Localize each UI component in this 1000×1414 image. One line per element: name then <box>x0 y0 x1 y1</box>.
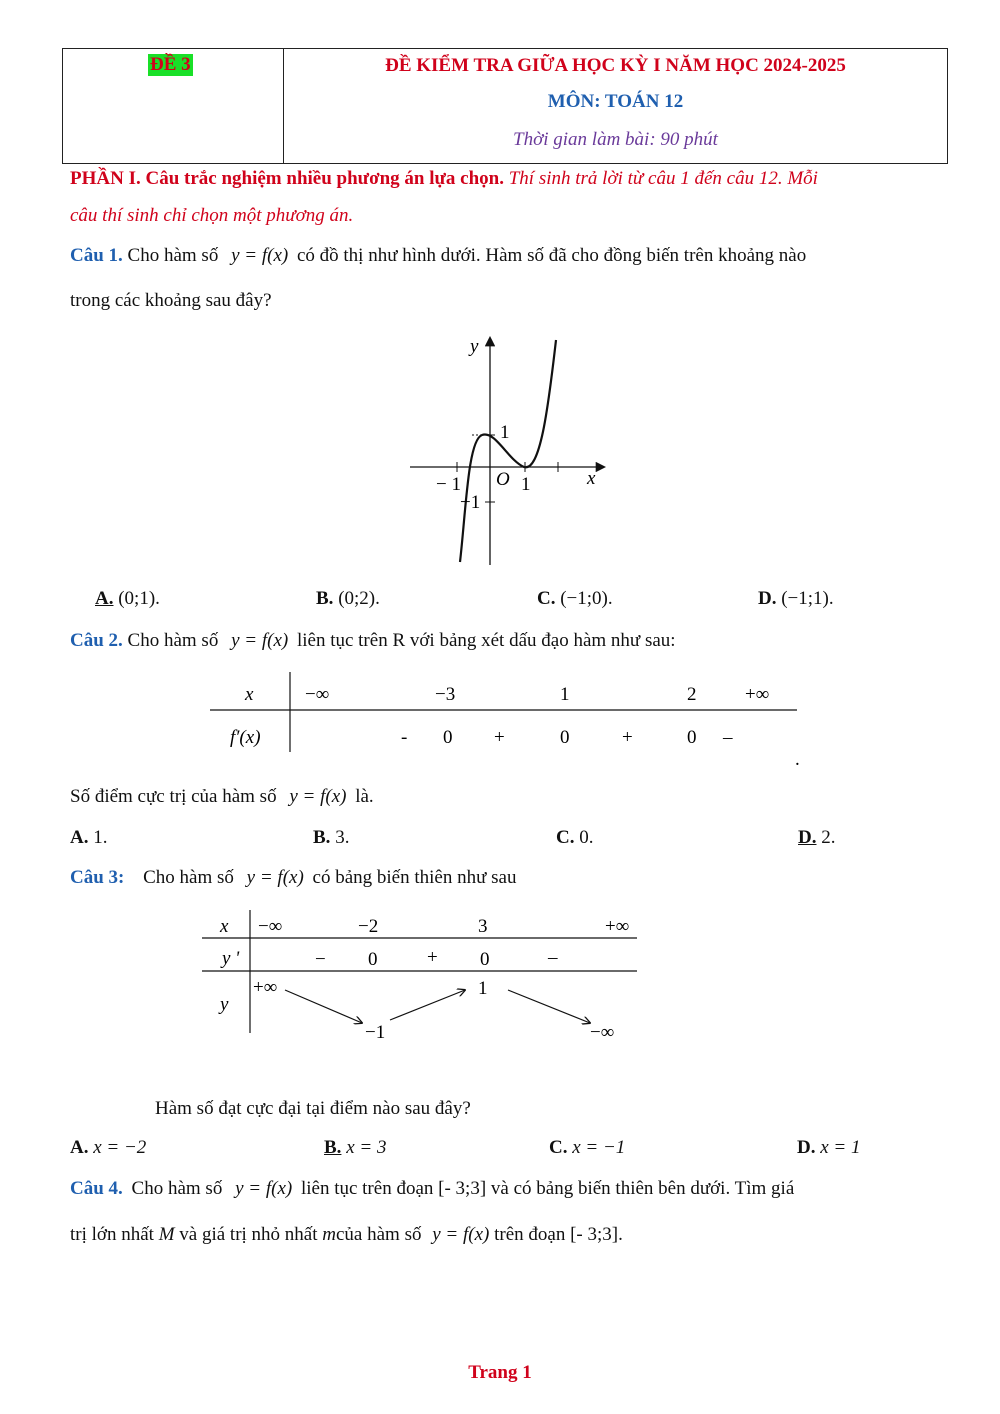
q2-question-func: y = f(x) <box>289 786 347 807</box>
q2-x-1: −3 <box>435 684 456 705</box>
q4-line2-b: và giá trị nhỏ nhất <box>179 1224 318 1245</box>
graph-origin-label: O <box>496 469 510 490</box>
q3-sign-2: + <box>427 947 438 968</box>
q2-option-a[interactable] <box>70 827 107 849</box>
q4-text-b: liên tục trên đoạn <box>300 1178 434 1199</box>
q2-sign-4: + <box>622 727 633 748</box>
q2-sign-1: 0 <box>443 727 453 748</box>
q1-option-a[interactable] <box>95 588 160 610</box>
graph-y-label: y <box>470 336 479 357</box>
q1-option-b-letter: B. <box>316 588 334 609</box>
q3-option-c-letter: C. <box>549 1137 568 1158</box>
q2-sign-table <box>205 670 805 770</box>
q3-y-3: −∞ <box>590 1022 615 1043</box>
q2-sign-0: - <box>401 727 408 748</box>
q2-line1 <box>70 630 676 652</box>
q2-sign-3: 0 <box>560 727 570 748</box>
header-box <box>62 48 948 164</box>
q3-option-b-letter: B. <box>324 1137 342 1158</box>
q1-option-d-value: (−1;1). <box>781 588 834 609</box>
q2-option-d-letter: D. <box>798 827 817 848</box>
q2-x-0: −∞ <box>305 684 330 705</box>
q3-option-a-value: x = −2 <box>93 1137 147 1158</box>
q3-x-2: 3 <box>478 916 488 937</box>
q2-option-b[interactable] <box>313 827 349 849</box>
q1-line2: trong các khoảng sau đây? <box>70 290 272 311</box>
graph-tick-x-1: 1 <box>521 474 531 495</box>
q2-sign-5: 0 <box>687 727 697 748</box>
q3-option-d-letter: D. <box>797 1137 816 1158</box>
q3-x-3: +∞ <box>605 916 630 937</box>
graph-x-label: x <box>587 468 596 489</box>
q1-option-a-letter: A. <box>95 588 114 609</box>
q4-line2-d: trên đoạn <box>494 1224 566 1245</box>
q2-sign-2: + <box>494 727 505 748</box>
q1-option-b-value: (0;2). <box>338 588 380 609</box>
q2-text-a: Cho hàm số <box>127 630 219 651</box>
graph-tick-y-minus1: −1 <box>460 492 481 513</box>
q3-label: Câu 3: <box>70 867 125 888</box>
q2-option-b-value: 3. <box>335 827 350 848</box>
q2-label: Câu 2. <box>70 630 123 651</box>
q1-option-c-value: (−1;0). <box>560 588 613 609</box>
q1-label: Câu 1. <box>70 245 123 266</box>
q4-line1 <box>70 1178 794 1200</box>
q1-option-d[interactable] <box>758 588 834 610</box>
q1-option-d-letter: D. <box>758 588 777 609</box>
q3-head-x: x <box>220 916 229 937</box>
q2-question <box>70 786 374 808</box>
q1-text-b: có đồ thị như hình dưới. Hàm số đã cho đồng biến trên khoảng nào <box>296 245 807 266</box>
q3-line1 <box>70 867 516 889</box>
q3-option-a-letter: A. <box>70 1137 89 1158</box>
q3-func: y = f(x) <box>246 867 304 888</box>
q2-option-d-value: 2. <box>821 827 836 848</box>
q3-option-d-value: x = 1 <box>820 1137 861 1158</box>
q3-text-a: Cho hàm số <box>143 867 234 888</box>
q2-sign-6: – <box>723 727 733 748</box>
q2-trailing-dot: . <box>795 749 800 770</box>
q3-head-y: y <box>220 994 229 1015</box>
q1-option-c-letter: C. <box>537 588 556 609</box>
q1-option-c[interactable] <box>537 588 613 610</box>
q3-option-c[interactable] <box>549 1137 625 1159</box>
q2-x-3: 2 <box>687 684 697 705</box>
q4-line2 <box>70 1224 623 1246</box>
q1-option-b[interactable] <box>316 588 380 610</box>
q1-func: y = f(x) <box>231 245 289 266</box>
part1-heading <box>70 168 818 190</box>
exam-subject: MÔN: TOÁN 12 <box>547 91 684 112</box>
q3-question: Hàm số đạt cực đại tại điểm nào sau đây? <box>155 1098 471 1119</box>
graph-tick-y-1: 1 <box>500 422 510 443</box>
q2-x-4: +∞ <box>745 684 770 705</box>
q3-option-b-value: x = 3 <box>346 1137 387 1158</box>
q2-option-a-letter: A. <box>70 827 89 848</box>
q4-var-m: m <box>322 1224 336 1245</box>
q3-x-0: −∞ <box>258 916 283 937</box>
q2-func: y = f(x) <box>231 630 289 651</box>
q3-sign-4: – <box>548 947 558 968</box>
q4-interval2: [- 3;3] <box>570 1224 619 1245</box>
q4-var-M: M <box>158 1224 175 1245</box>
q3-variation-table <box>200 908 645 1053</box>
part1-instruction-2: câu thí sinh chỉ chọn một phương án. <box>70 205 354 226</box>
q3-x-1: −2 <box>358 916 379 937</box>
q4-text-c: và có bảng biến thiên bên dưới. Tìm giá <box>490 1178 795 1199</box>
function-curve <box>460 340 556 562</box>
q4-interval: [- 3;3] <box>438 1178 487 1199</box>
q3-text-b: có bảng biến thiên như sau <box>312 867 517 888</box>
part1-title: PHẦN I. Câu trắc nghiệm nhiều phương án lựa chọn. <box>70 168 504 189</box>
q3-sign-0: − <box>315 949 326 970</box>
q3-head-yprime: y ' <box>222 948 240 969</box>
q3-y-1: −1 <box>365 1022 386 1043</box>
q3-option-c-value: x = −1 <box>572 1137 626 1158</box>
q3-sign-1: 0 <box>368 949 378 970</box>
q2-option-b-letter: B. <box>313 827 331 848</box>
exam-time: Thời gian làm bài: 90 phút <box>513 129 718 150</box>
q3-sign-3: 0 <box>480 949 490 970</box>
q3-arrow-down-2 <box>508 990 590 1023</box>
q1-line1 <box>70 245 806 267</box>
q1-option-a-value: (0;1). <box>118 588 160 609</box>
q3-y-0: +∞ <box>253 977 278 998</box>
q4-text-a: Cho hàm số <box>131 1178 223 1199</box>
q1-text-a: Cho hàm số <box>127 245 219 266</box>
q4-line2-c: của hàm số <box>336 1224 422 1245</box>
q2-option-a-value: 1. <box>93 827 108 848</box>
q2-text-b: liên tục trên R với bảng xét dấu đạo hàm như sau: <box>296 630 676 651</box>
page-number: Trang 1 <box>468 1362 532 1383</box>
q4-func: y = f(x) <box>235 1178 293 1199</box>
q4-func2: y = f(x) <box>432 1224 490 1245</box>
q3-arrow-up <box>390 990 465 1020</box>
q2-x-2: 1 <box>560 684 570 705</box>
exam-tag: ĐỀ 3 <box>150 54 191 75</box>
q2-head-x: x <box>245 684 254 705</box>
exam-title: ĐỀ KIỂM TRA GIỮA HỌC KỲ I NĂM HỌC 2024-2025 <box>385 55 846 76</box>
q3-option-d[interactable] <box>797 1137 861 1159</box>
q4-line2-end: . <box>618 1224 623 1245</box>
q2-option-c-letter: C. <box>556 827 575 848</box>
q4-line2-a: trị lớn nhất <box>70 1224 154 1245</box>
q2-option-c-value: 0. <box>579 827 594 848</box>
q2-question-b: là. <box>355 786 374 807</box>
q2-option-d[interactable] <box>798 827 835 849</box>
q2-question-a: Số điểm cực trị của hàm số <box>70 786 277 807</box>
q3-arrow-down-1 <box>285 990 362 1023</box>
graph-tick-x-minus1: − 1 <box>436 474 461 495</box>
q3-option-a[interactable] <box>70 1137 146 1159</box>
q2-head-fprime: f′(x) <box>230 727 261 748</box>
part1-instruction-1: Thí sinh trả lời từ câu 1 đến câu 12. Mỗi <box>508 168 818 189</box>
q3-y-2: 1 <box>478 978 488 999</box>
q4-label: Câu 4. <box>70 1178 123 1199</box>
q1-graph <box>400 330 615 570</box>
q3-option-b[interactable] <box>324 1137 386 1159</box>
q2-option-c[interactable] <box>556 827 593 849</box>
